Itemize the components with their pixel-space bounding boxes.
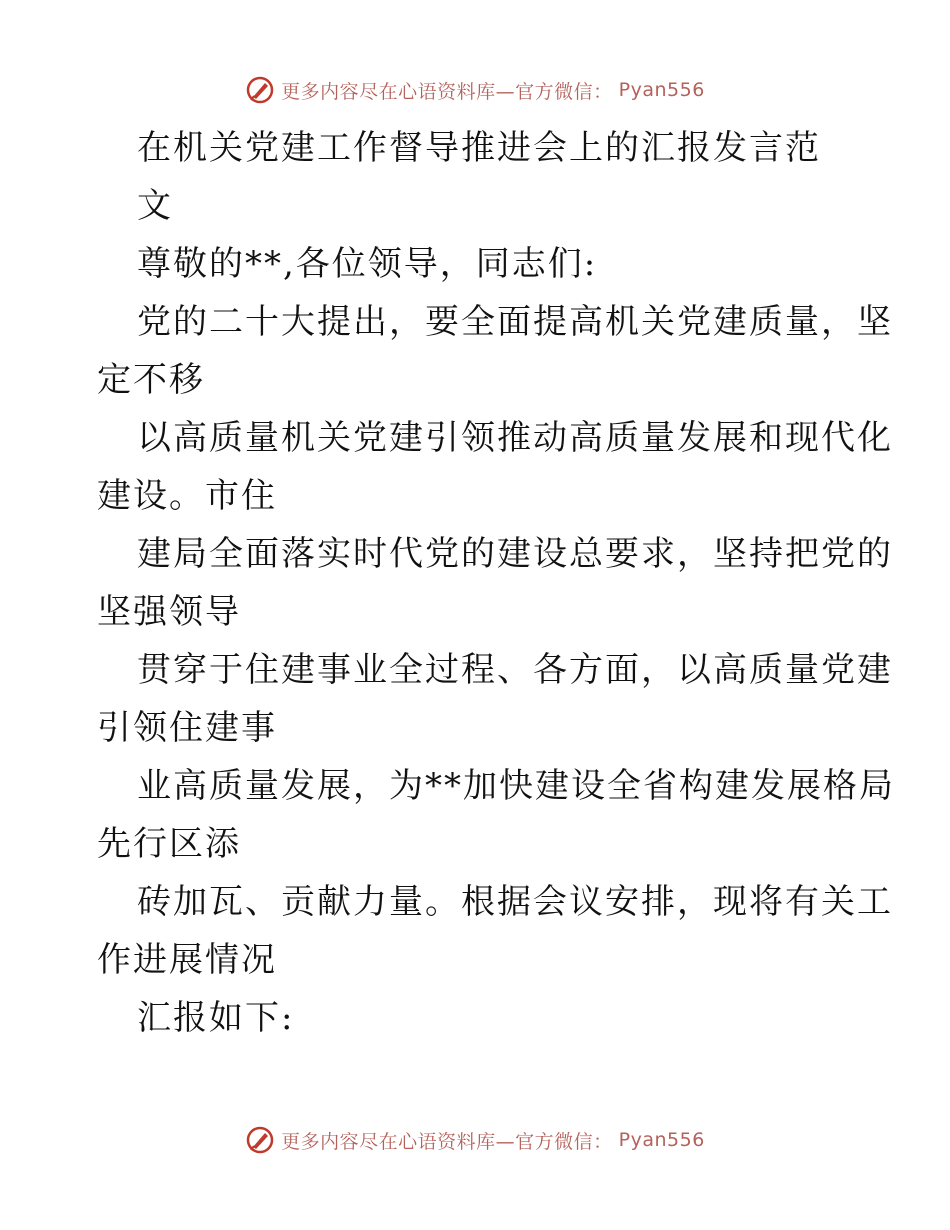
paragraph-line: 先行区添: [97, 824, 241, 864]
watermark-wechat-id: Pyan556: [618, 1129, 705, 1151]
paragraph-line: 汇报如下:: [137, 998, 295, 1038]
paragraph-line: 贯穿于住建事业全过程、各方面，以高质量党建: [137, 650, 893, 690]
paragraph-line: 砖加瓦、贡献力量。根据会议安排，现将有关工: [137, 882, 893, 922]
paragraph-line: 业高质量发展，为**加快建设全省构建发展格局: [137, 766, 895, 806]
quill-logo-icon: [245, 1125, 275, 1155]
watermark-wechat-id: Pyan556: [618, 79, 705, 101]
watermark-text: 更多内容尽在心语资料库—官方微信：: [281, 80, 613, 103]
paragraph-line: 坚强领导: [97, 592, 241, 632]
title-line-2: 文: [137, 186, 173, 226]
title-line-1: 在机关党建工作督导推进会上的汇报发言范: [137, 128, 821, 168]
paragraph-line: 建设。市住: [97, 476, 277, 516]
paragraph-line: 以高质量机关党建引领推动高质量发展和现代化: [137, 418, 893, 458]
paragraph-line: 定不移: [97, 360, 205, 400]
paragraph-line: 党的二十大提出，要全面提高机关党建质量，坚: [137, 302, 893, 342]
header-watermark: [0, 70, 950, 110]
salutation: 尊敬的**,各位领导，同志们:: [137, 244, 598, 284]
paragraph-line: 建局全面落实时代党的建设总要求，坚持把党的: [137, 534, 893, 574]
footer-watermark: [0, 1120, 950, 1160]
paragraph-line: 引领住建事: [97, 708, 277, 748]
paragraph-line: 作进展情况: [97, 940, 277, 980]
watermark-text: 更多内容尽在心语资料库—官方微信：: [281, 1130, 613, 1153]
quill-logo-icon: [245, 75, 275, 105]
